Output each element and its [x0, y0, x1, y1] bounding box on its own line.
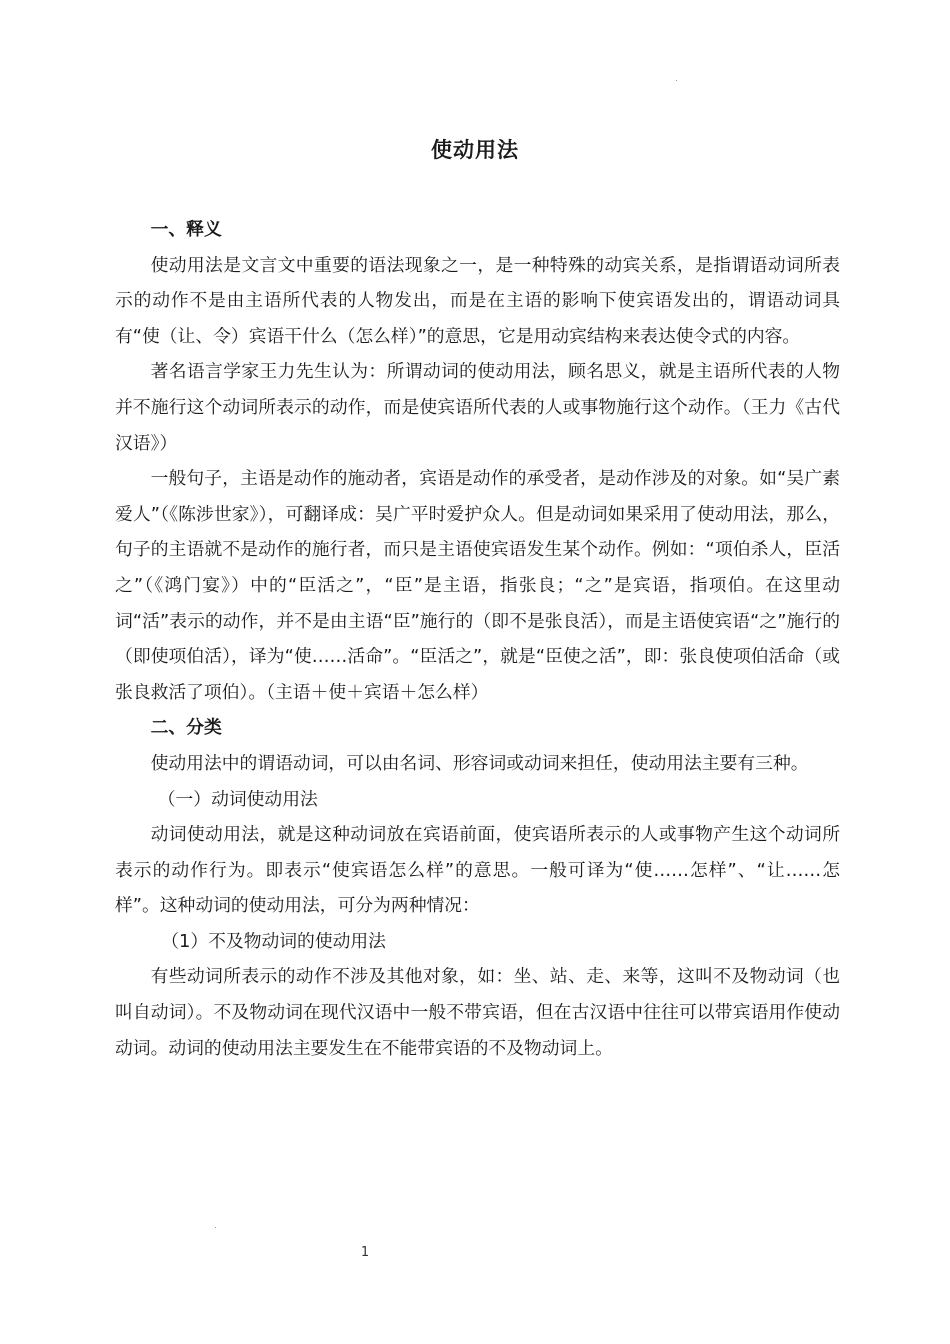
- page-number: 1: [360, 1245, 370, 1260]
- subsubsection-heading-intransitive: （1）不及物动词的使动用法: [161, 930, 386, 952]
- paragraph-classification: 使动用法中的谓语动词，可以由名词、形容词或动词来担任，使动用法主要有三种。: [150, 752, 809, 774]
- speck-mark: [215, 1227, 216, 1228]
- document-title: 使动用法: [431, 138, 519, 162]
- speck-mark: [676, 80, 677, 81]
- paragraph-wangli-quote: 著名语言学家王力先生认为：所谓动词的使动用法，顾名思义，就是主语所代表的人物并不施行这个动词所表示的动作，而是使宾语所代表的人或事物施行这个动作。（王力《古代汉语》）: [115, 361, 840, 454]
- subsection-heading-verb-causative: （一）动词使动用法: [157, 788, 318, 810]
- paragraph-example: 一般句子，主语是动作的施动者，宾语是动作的承受者，是动作涉及的对象。如“吴广素爱人”（《陈涉世家》），可翻译成：吴广平时爱护众人。但是动词如果采用了使动用法，那么，句子的主语就不是动作的施行者，而只是主语使宾语发生某个动作。例如：“项伯杀人，臣活之”（《鸿门宴》）中的“臣活之”，“臣”是主语，指张良；“之”是宾语，指项伯。在这里动词“活”表示的动作，并不是由主语“臣”施行的（即不是张良活），而是主语使宾语“之”施行的（即使项伯活），译为“使……活命”。“臣活之”，就是“臣使之活”，即：张良使项伯活命（或张良救活了项伯）。（主语＋使＋宾语＋怎么样）: [115, 468, 840, 703]
- paragraph-definition: 使动用法是文言文中重要的语法现象之一，是一种特殊的动宾关系，是指谓语动词所表示的动作不是由主语所代表的人物发出，而是在主语的影响下使宾语发出的，谓语动词具有“使（让、令）宾语干什么（怎么样）”的意思，它是用动宾结构来表达使令式的内容。: [115, 254, 840, 347]
- paragraph-verb-causative: 动词使动用法，就是这种动词放在宾语前面，使宾语所表示的人或事物产生这个动词所表示的动作行为。即表示“使宾语怎么样”的意思。一般可译为“使……怎样”、“让……怎样”。这种动词的使动用法，可分为两种情况：: [115, 824, 840, 917]
- section-heading-classification: 二、分类: [150, 717, 222, 739]
- paragraph-intransitive: 有些动词所表示的动作不涉及其他对象，如：坐、站、走、来等，这叫不及物动词（也叫自动词）。不及物动词在现代汉语中一般不带宾语，但在古汉语中往往可以带宾语用作使动动词。动词的使动用法主要发生在不能带宾语的不及物动词上。: [115, 966, 840, 1059]
- document-body: [115, 212, 840, 1066]
- section-heading-definition: 一、释义: [150, 219, 222, 240]
